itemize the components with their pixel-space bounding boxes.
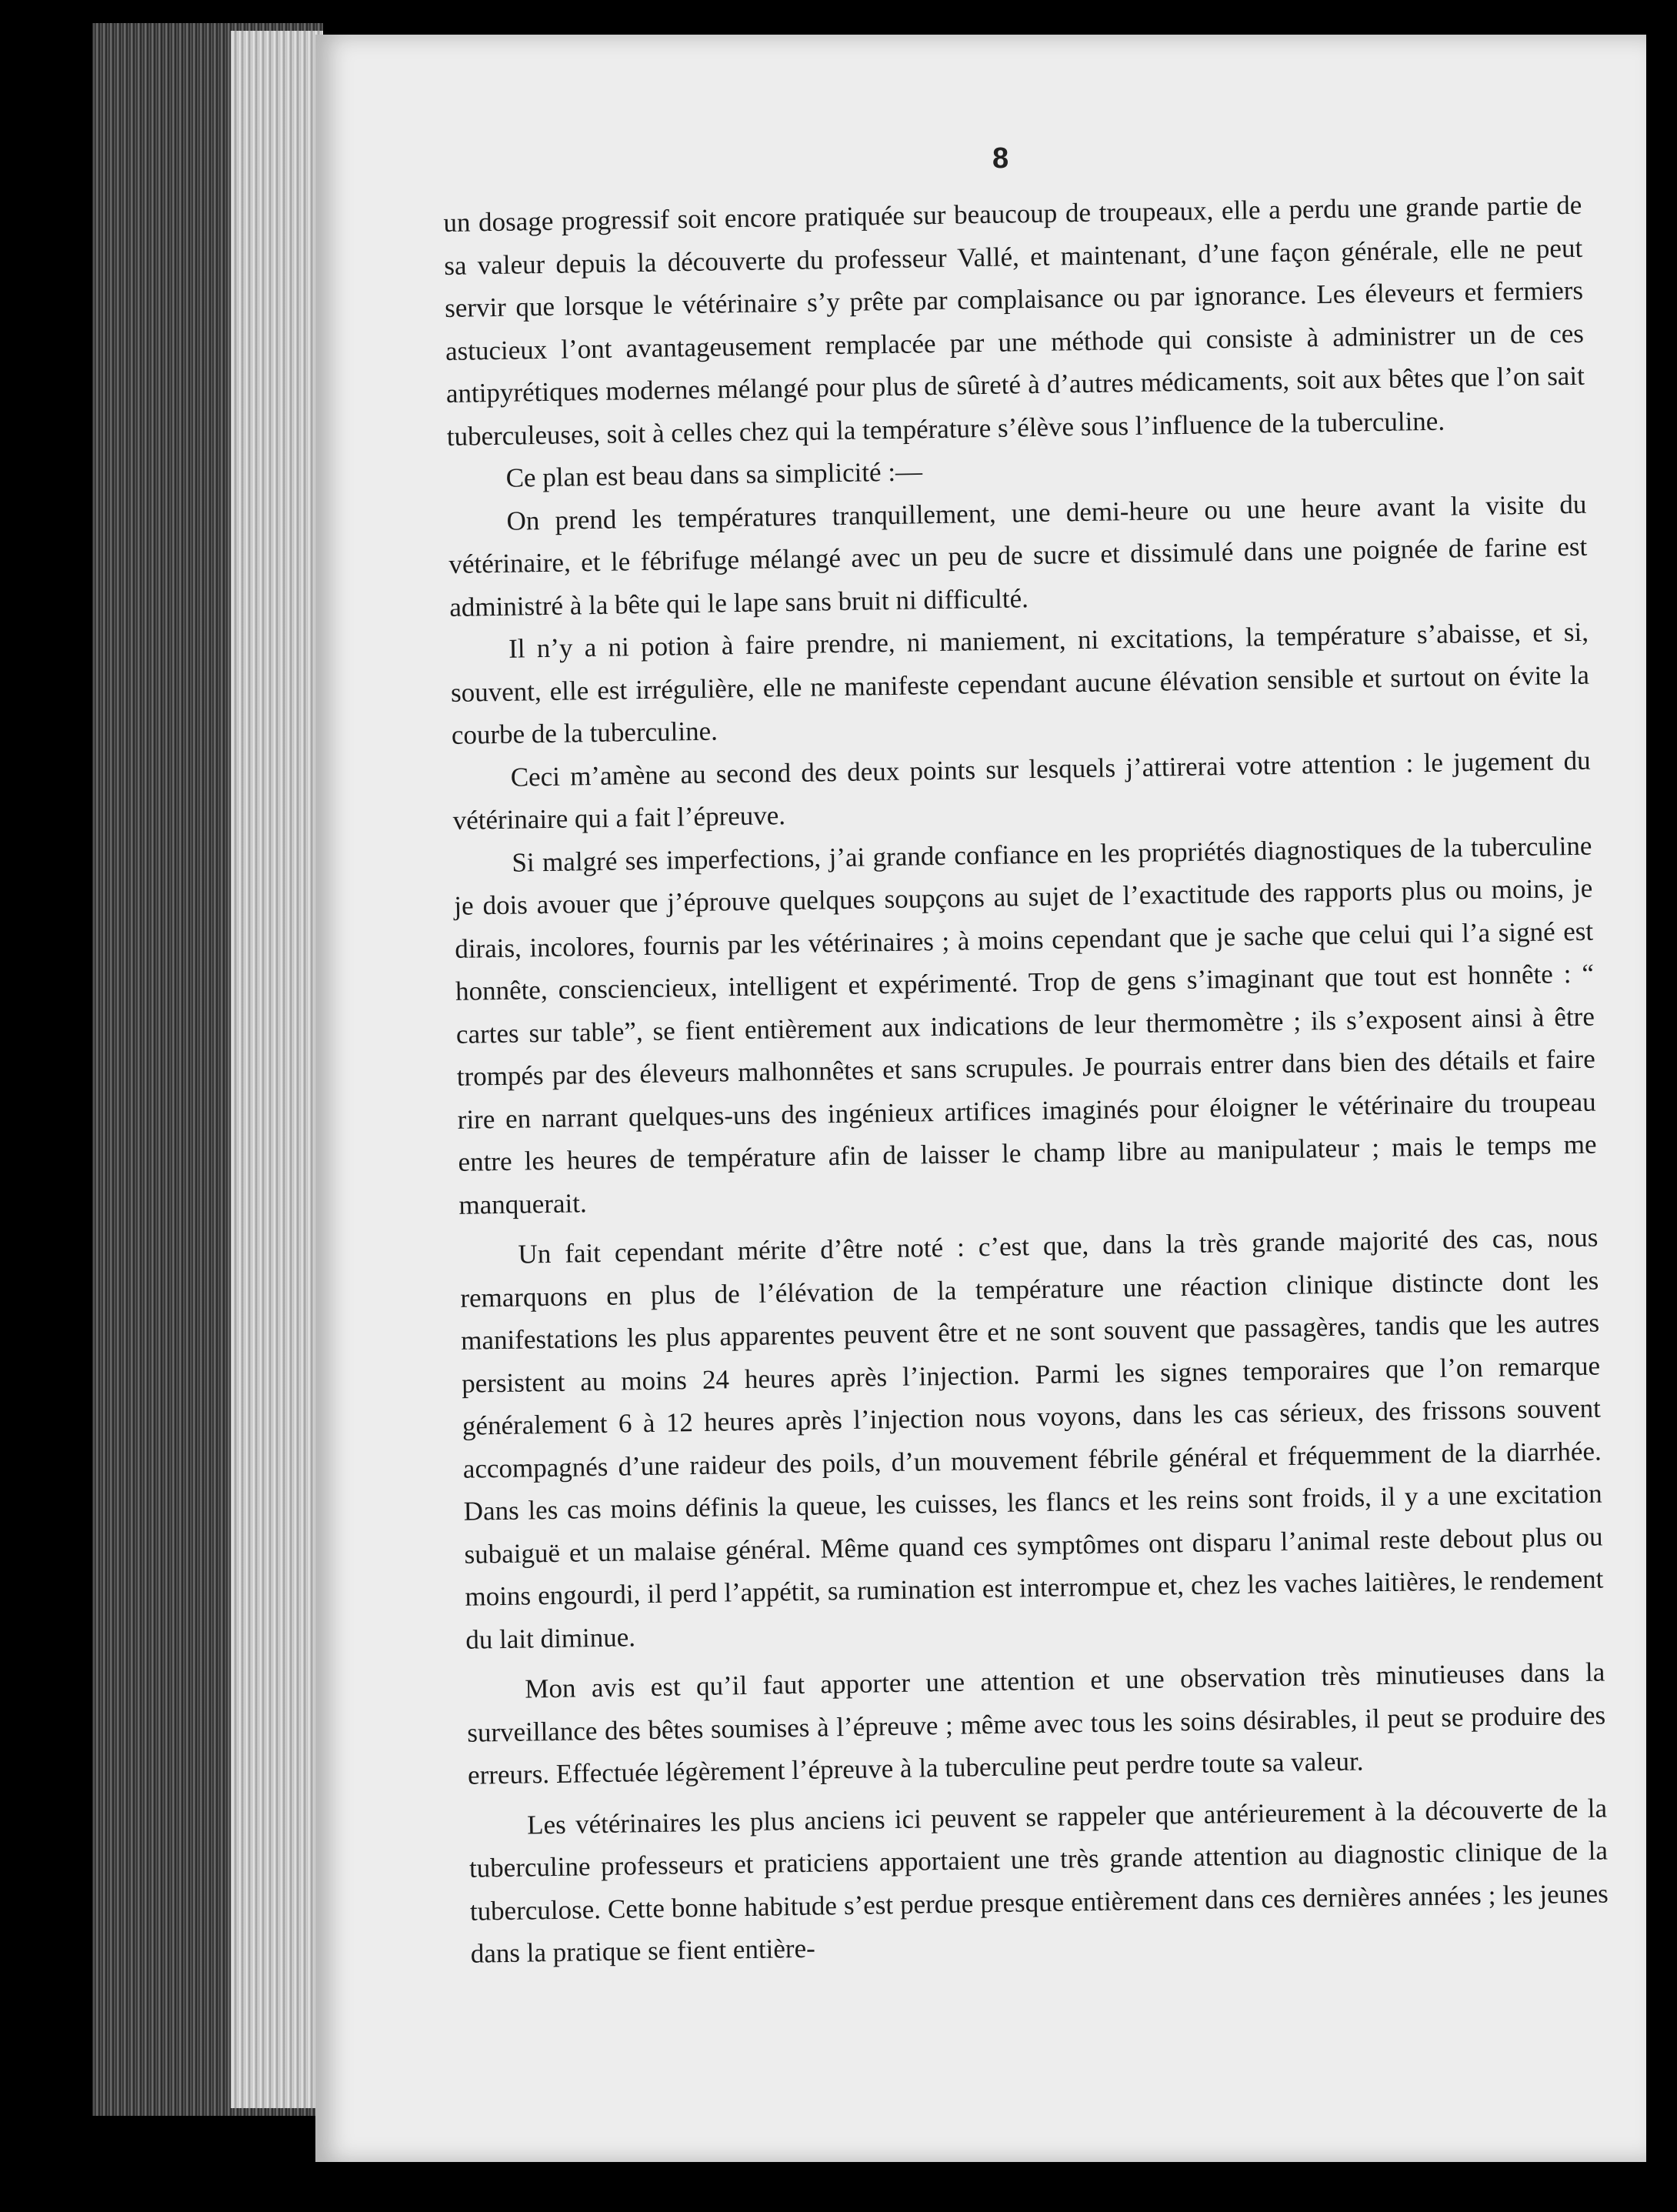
paragraph: un dosage progressif soit encore pratiquée sur beaucoup de troupeaux, elle a perdu une grande partie de sa valeur depuis la découverte du professeur Vallé, et maintenant, d’une façon générale, elle ne peut servir que lorsque le vétérinaire s’y prête par complaisance ou par ignorance. Les éleveurs et fermiers astucieux l’ont avantageusement remplacée par une méthode qui consiste à administrer un de ces antipyrétiques modernes mélangé pour plus de sûreté à d’autres médicaments, soit aux bêtes que l’on sait tuberculeuses, soit à celles chez qui la température s’élève sous l’influence de la tuberculine. (443, 189, 1585, 452)
paragraph: Si malgré ses imperfections, j’ai grande confiance en les propriétés diagnostiques de la tuberculine je dois avouer que j’éprouve quelques soupçons au sujet de l’exactitude des rapports plus ou moins, je dirais, incolores, fournis par les vétérinaires ; à moins cependant que je sache que celui qui l’a signé est honnête, consciencieux, intelligent et expérimenté. Trop de gens s’imaginant que tout est honnête : “ cartes sur table”, se fient entièrement aux indications de leur thermomètre ; ils s’exposent ainsi à être trompés par des éleveurs malhonnêtes et sans scrupules. Je pourrais entrer dans bien des détails et faire rire en narrant quelques-uns des ingénieux artifices imaginés pour éloigner le vétérinaire du troupeau entre les heures de température afin de laisser le champ libre au manipulateur ; mais le temps me manquerait. (454, 830, 1597, 1220)
page-number: 8 (992, 142, 1009, 175)
paragraph: Il n’y a ni potion à faire prendre, ni maniement, ni excitations, la température s’abaisse, et si, souvent, elle est irrégulière, elle ne manifeste cependant aucune élévation sensible et surtout on évite la courbe de la tuberculine. (450, 616, 1590, 750)
paragraph: Ceci m’amène au second des deux points sur lesquels j’attirerai votre attention : le jugement du vétérinaire qui a fait l’épreuve. (452, 745, 1591, 836)
body-text (443, 184, 1609, 1975)
paragraph: Ce plan est beau dans sa simplicité :— (505, 456, 923, 493)
paragraph: Les vétérinaires les plus anciens ici peuvent se rappeler que antérieurement à la découverte de la tuberculine professeurs et praticiens apportaient une très grande attention au diagnostic clinique de la tuberculose. Cette bonne habitude s’est perdue presque entièrement dans ces dernières années ; les jeunes dans la pratique se fient entière- (468, 1792, 1609, 1969)
book-page-edges-light (231, 31, 323, 2108)
paragraph: Un fait cependant mérite d’être noté : c’est que, dans la très grande majorité des cas, nous remarquons en plus de l’élévation de la température une réaction clinique distincte dont les manifestations les plus apparentes peuvent être et ne sont souvent que passagères, tandis que les autres persistent au moins 24 heures après l’injection. Parmi les signes temporaires que l’on remarque généralement 6 à 12 heures après l’injection nous voyons, dans les cas sérieux, des frissons souvent accompagnés d’une raideur des poils, d’un mouvement fébrile général et fréquemment de la diarrhée. Dans les cas moins définis la queue, les cuisses, les flancs et les reins sont froids, il y a une excitation subaiguë et un malaise général. Même quand ces symptômes ont disparu l’animal reste debout plus ou moins engourdi, il perd l’appétit, sa rumination est interrompue et, chez les vaches laitières, le rendement du lait diminue. (460, 1222, 1604, 1655)
paragraph: Mon avis est qu’il faut apporter une attention et une observation très minutieuses dans la surveillance des bêtes soumises à l’épreuve ; même avec tous les soins désirables, il peut se produire des erreurs. Effectuée légèrement l’épreuve à la tuberculine peut perdre toute sa valeur. (466, 1656, 1606, 1790)
paragraph: On prend les températures tranquillement, une demi-heure ou une heure avant la visite du vétérinaire, et le fébrifuge mélangé avec un peu de sucre et dissimulé dans une poignée de farine est administré à la bête qui le lape sans bruit ni difficulté. (448, 489, 1588, 622)
